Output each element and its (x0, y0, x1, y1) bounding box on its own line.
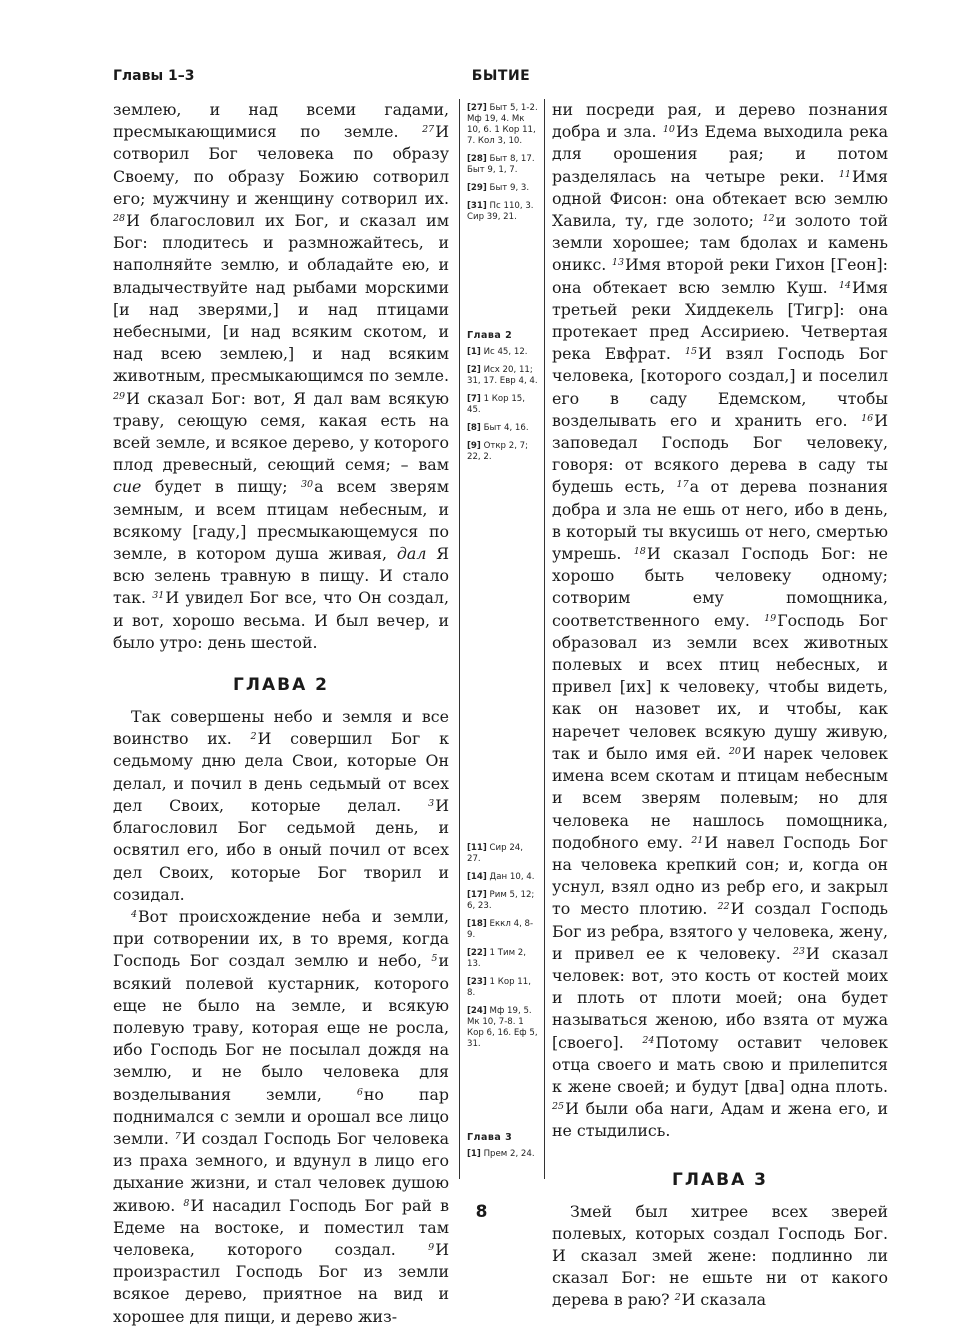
cross-reference (467, 154, 539, 176)
verse-number: 5 (431, 953, 438, 965)
cross-reference-verse: [11] (467, 843, 487, 853)
cross-reference-text: Быт 4, 16. (480, 423, 529, 433)
verse-text: Змей был хитрее всех зверей полевых, которых создал Господь Бог. И сказал змей жене: подлинно ли сказал Бог: не ешьте ни от какого дерева в раю? (552, 1201, 888, 1310)
chapter1-end-paragraph (113, 99, 449, 654)
chapter2-heading: ГЛАВА 2 (233, 675, 329, 696)
verse-number: 20 (728, 745, 741, 757)
cross-reference-verse: [17] (467, 890, 487, 900)
cross-reference-text: Прем 2, 24. (480, 1149, 535, 1159)
verse-text: И произрастил Господь Бог из земли всякое дерево, приятное на вид и хорошее для пищи, и дерево жиз- (113, 1239, 449, 1326)
cross-reference-verse: [14] (467, 872, 487, 882)
verse-text: И сказал Господь Бог: не хорошо быть человеку одному; сотворим ему помощника, соответственного ему. (552, 544, 888, 630)
column-divider-right (544, 99, 545, 1179)
verse-text: И взял Господь Бог человека, [которого создал,] и поселил его в саду Едемском, чтобы возделывать его и хранить его. (552, 344, 889, 430)
cross-reference-text: Быт 5, 1-2. Мф 19, 4. Мк 10, 6. 1 Кор 11, 7. Кол 3, 10. (467, 103, 538, 146)
verse-text: и золото той земли хорошее; там бдолах и камень оникс. (552, 211, 888, 275)
verse-text: И сказал Бог: вот, Я дал вам всякую траву, сеющую семя, какая есть на всей земле, и всякое дерево, у которого плод древесный, сеющий семя; – вам (113, 388, 449, 475)
cross-reference-verse: [18] (467, 919, 487, 929)
cross-reference-text: Быт 8, 17. Быт 9, 1, 7. (467, 154, 535, 175)
verse-text: И благословил Бог седьмой день, и освятил его, ибо в оный почил от всех дел Своих, которые Бог творил и созидал. (113, 795, 449, 904)
verse-text: И нарек человек имена всем скотам и птицам небесным и всем зверям полевым; но для человека не нашлось помощника, подобного ему. (552, 743, 888, 852)
cross-reference-verse: [9] (467, 441, 481, 451)
cross-reference (467, 441, 539, 463)
cross-reference-text: 1 Кор 15, 45. (467, 394, 525, 415)
cross-reference (467, 394, 539, 416)
cross-reference-verse: [28] (467, 154, 487, 164)
cross-reference (467, 365, 539, 387)
cross-reference-verse: [29] (467, 183, 487, 193)
cross-reference-verse: [1] (467, 347, 481, 357)
cross-reference (467, 977, 539, 999)
chapter3-heading: ГЛАВА 3 (672, 1169, 768, 1190)
verse-number: 2 (250, 731, 257, 743)
cross-reference-verse: [2] (467, 365, 481, 375)
verse-number: 10 (662, 124, 675, 136)
italic-word: дал (396, 544, 427, 564)
verse-text: землею, и над всеми гадами, пресмыкающимися по земле. (113, 100, 449, 142)
verse-text: Из Едема выходила река для орошения рая; и потом разделялась на четыре реки. (552, 122, 888, 186)
verse-number: 14 (838, 279, 851, 291)
verse-number: 30 (301, 479, 314, 491)
verse-text: ни посреди рая, и дерево познания добра и зла. (552, 100, 888, 142)
cross-reference (467, 1149, 539, 1160)
cross-reference-text: Еккл 4, 8-9. (467, 919, 534, 940)
verse-text: Имя одной Фисон: она обтекает всю землю Хавила, ту, где золото; (552, 166, 888, 231)
cross-reference-text: Быт 9, 3. (486, 183, 530, 193)
margin-references-chapter2-list (467, 347, 539, 463)
cross-reference (467, 423, 539, 434)
verse-number: 31 (152, 590, 165, 602)
left-text-column (113, 99, 449, 1328)
margin-references-chapter3-list (467, 1149, 539, 1160)
verse-number: 11 (838, 168, 851, 180)
verse-text: а всем зверям земным, и всем птицам небесным, и всякому [гаду,] пресмыкающемуся по земле, в котором душа живая, (113, 477, 450, 564)
verse-number: 21 (691, 834, 704, 846)
margin-references-top (467, 103, 539, 230)
verse-number: 25 (552, 1101, 565, 1113)
verse-number: 28 (113, 213, 126, 225)
cross-reference (467, 948, 539, 970)
cross-reference (467, 890, 539, 912)
verse-number: 6 (356, 1086, 363, 1098)
cross-reference (467, 201, 539, 223)
verse-text: и всякий полевой кустарник, которого еще не было на земле, и всякую полевую траву, которая еще не росла, ибо Господь Бог не посылал дождя на землю, и не было человека для возделывания земли, (113, 951, 449, 1104)
verse-number: 27 (422, 124, 435, 136)
verse-number: 12 (762, 213, 775, 225)
verse-text: а от дерева познания добра и зла не ешь от него, ибо в день, в который ты вкусишь от него, смертью умрешь. (552, 477, 888, 564)
verse-number: 19 (764, 612, 777, 624)
cross-reference-text: 1 Тим 2, 13. (467, 948, 527, 969)
running-header-chapters: Главы 1–3 (113, 68, 195, 84)
cross-reference-verse: [1] (467, 1149, 481, 1159)
verse-text: Господь Бог образовал из земли всех животных полевых и всех птиц небесных, и привел [их] к человеку, чтобы видеть, как он назовет их, и чтобы, как наречет человек всякую душу живую, так и было имя ей. (552, 610, 888, 763)
cross-reference-verse: [31] (467, 201, 487, 211)
verse-number: 4 (131, 908, 138, 920)
verse-text: И совершил Бог к седьмому дню дела Свои, которые Он делал, и почил в день седьмый от всех дел Своих, которые делал. (113, 729, 449, 815)
cross-reference-text: Мф 19, 5. Мк 10, 7-8. 1 Кор 6, 16. Еф 5, 31. (467, 1006, 538, 1049)
verse-text: И сказал человек: вот, это кость от костей моих и плоть от плоти моей; она будет называться женою, ибо взята от мужа [своего]. (552, 943, 888, 1052)
italic-word: сие (113, 477, 142, 497)
cross-reference-text: Дан 10, 4. (486, 872, 535, 882)
verse-number: 8 (183, 1197, 190, 1209)
cross-reference-verse: [22] (467, 948, 487, 958)
cross-reference-verse: [23] (467, 977, 487, 987)
cross-reference-text: Сир 24, 27. (467, 843, 523, 864)
verse-number: 3 (428, 797, 435, 809)
margin-heading-chapter2: Глава 2 (467, 330, 513, 341)
verse-text: И заповедал Господь Бог человеку, говоря: от всякого дерева в саду ты будешь есть, (552, 410, 888, 497)
verse-number: 17 (676, 479, 689, 491)
right-text-column (552, 99, 888, 1312)
verse-number: 2 (674, 1292, 681, 1304)
cross-reference-text: Рим 5, 12; 6, 23. (467, 890, 535, 911)
verse-text: И создал Господь Бог человека из праха земного, и вдунул в лицо его дыхание жизни, и стал человек душою живою. (113, 1128, 450, 1215)
margin-heading-chapter3: Глава 3 (467, 1132, 513, 1143)
cross-reference (467, 1006, 539, 1050)
margin-references-chapter3 (467, 1122, 539, 1167)
verse-number: 29 (113, 390, 126, 402)
verse-number: 7 (174, 1130, 181, 1142)
verse-text: Так совершены небо и земля и все воинство их. (113, 707, 449, 749)
cross-reference (467, 347, 539, 358)
cross-reference (467, 843, 539, 865)
verse-text: Потому оставит человек отца своего и мать свою и прилепится к жене своей; и будут [два] одна плоть. (552, 1032, 888, 1096)
cross-reference (467, 103, 539, 147)
cross-reference (467, 872, 539, 883)
cross-reference-verse: [27] (467, 103, 487, 113)
verse-text: И благословил их Бог, и сказал им Бог: плодитесь и размножайтесь, и наполняйте землю, и обладайте ею, и владычествуйте над рыбами морскими [и над зверями,] и над птицами небесными, [и над всяким скотом, и над всею землею,] и над всяким животным, пресмыкающимся по земле. (113, 211, 449, 386)
verse-number: 9 (428, 1241, 435, 1253)
cross-reference (467, 919, 539, 941)
verse-number: 18 (633, 546, 646, 558)
cross-reference-verse: [7] (467, 394, 481, 404)
verse-number: 23 (792, 945, 805, 957)
chapter2-continuation-paragraph (552, 99, 888, 1143)
verse-text: И насадил Господь Бог рай в Едеме на востоке, и поместил там человека, которого создал. (113, 1195, 449, 1259)
verse-text: И сотворил Бог человека по образу Своему, по образу Божию сотворил его; мужчину и женщину сотворил их. (113, 122, 449, 208)
chapter2-paragraph-1 (113, 706, 449, 906)
chapter2-paragraph-2 (113, 906, 449, 1328)
margin-references-chapter2 (467, 320, 539, 470)
cross-reference-verse: [8] (467, 423, 481, 433)
cross-reference-text: Исх 20, 11; 31, 17. Евр 4, 4. (467, 365, 538, 386)
verse-text: Я всю зелень травную в пищу. И стало так. (113, 544, 450, 608)
cross-reference-text: Откр 2, 7; 22, 2. (467, 441, 529, 462)
cross-reference-text: 1 Кор 11, 8. (467, 977, 531, 998)
verse-text: Вот происхождение неба и земли, при сотворении их, в то время, когда Господь Бог создал землю и небо, (113, 906, 449, 971)
verse-number: 22 (717, 901, 730, 913)
cross-reference-verse: [24] (467, 1006, 487, 1016)
cross-reference (467, 183, 539, 194)
verse-text: И увидел Бог все, что Он создал, и вот, хорошо весьма. И был вечер, и было утро: день шестой. (113, 588, 449, 652)
verse-text: И сказала (681, 1290, 767, 1310)
verse-number: 24 (642, 1034, 655, 1046)
verse-text: И были оба наги, Адам и жена его, и не стыдились. (552, 1099, 888, 1141)
verse-number: 13 (611, 257, 624, 269)
margin-references-bottom (467, 843, 539, 1057)
running-header-book: БЫТИЕ (471, 68, 531, 84)
cross-reference-text: Пс 110, 3. Сир 39, 21. (467, 201, 534, 222)
column-divider-left (459, 99, 460, 1179)
verse-text: Имя второй реки Гихон [Геон]: она обтекает всю землю Куш. (552, 255, 888, 297)
verse-text: И навел Господь Бог на человека крепкий сон; и, когда он уснул, взял одно из ребр его, и закрыл то место плотию. (552, 832, 888, 919)
verse-text: И создал Господь Бог из ребра, взятого у человека, жену, и привел ее к человеку. (552, 899, 888, 963)
verse-number: 16 (861, 412, 874, 424)
verse-number: 15 (684, 346, 698, 358)
page-number: 8 (475, 1202, 488, 1222)
cross-reference-text: Ис 45, 12. (480, 347, 528, 357)
verse-text: Имя третьей реки Хиддекель [Тигр]: она протекает пред Ассириею. Четвертая река Евфрат. (552, 277, 888, 364)
verse-text: будет в пищу; (141, 477, 302, 497)
verse-text: но пар поднимался с земли и орошал все лицо земли. (113, 1084, 449, 1148)
